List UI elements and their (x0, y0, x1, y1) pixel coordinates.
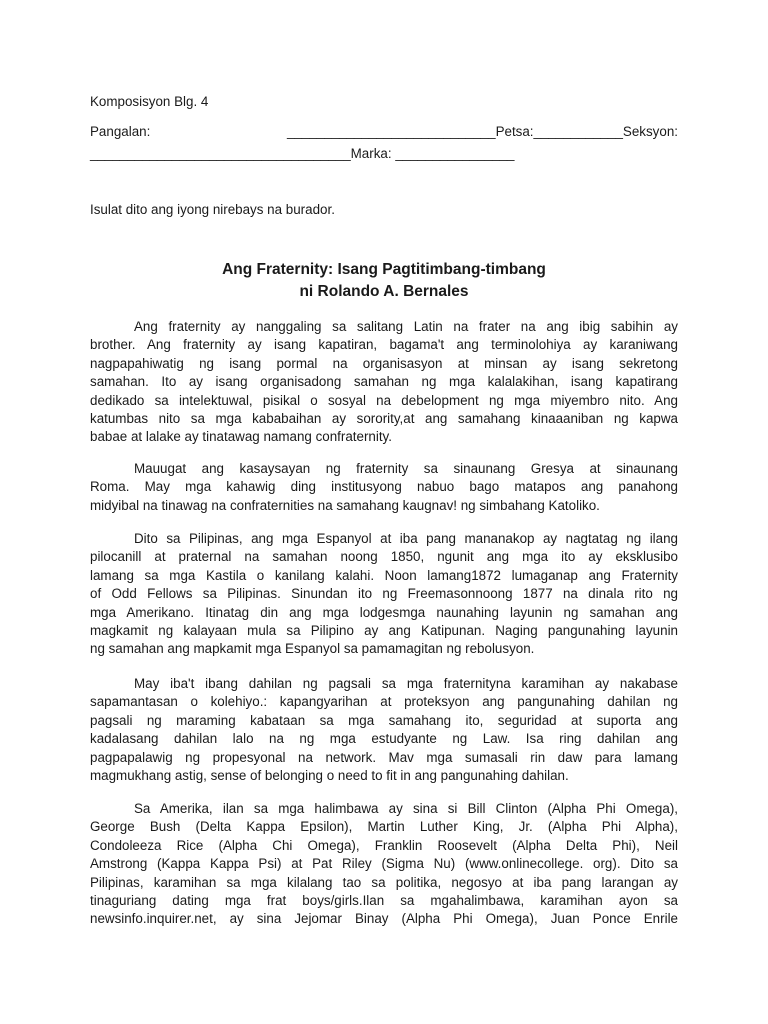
paragraph-line: Roma. May mga kahawig ding institusyong nabuo bago matapos ang panahong (90, 479, 678, 495)
paragraph-1 (90, 318, 678, 447)
composition-number: Komposisyon Blg. 4 (90, 94, 209, 109)
paragraph-line: tinaguriang dating mga frat boys/girls.Ilan sa mgahalimbawa, karamihan ayon sa (90, 892, 678, 908)
paragraph-line: katumbas nito sa mga kababaihan ay sorority,at ang samahang kinaaaniban ng kapwa (90, 410, 678, 426)
title-line-1: Ang Fraternity: Isang Pagtitimbang-timbang (222, 261, 546, 278)
marka-blank[interactable]: ________________ (395, 146, 515, 161)
paragraph-line: pagpapalawig ng propesyonal na network. Mav mga sumasali rin daw para lamang (90, 749, 678, 765)
paragraph-line: Condoleeza Rice (Alpha Chi Omega), Franklin Roosevelt (Alpha Delta Phi), Neil (90, 837, 678, 853)
paragraph-line: of Odd Fellows sa Pilipinas. Sinundan ito ng Freemasonnoong 1877 na dinala rito ng (90, 586, 678, 602)
instruction-text: Isulat dito ang iyong nirebays na burador. (90, 202, 335, 217)
paragraph-line: mga Amerikano. Itinatag din ang mga lodgesmga naunahing layunin ng samahan ang (90, 604, 678, 620)
paragraph-line: Dito sa Pilipinas, ang mga Espanyol at iba pang mananakop ay nagtatag ng ilang (134, 531, 678, 546)
paragraph-2 (90, 460, 678, 515)
paragraph-line: samahan. Ito ay isang organisadong samahan ng mga kalalakihan, isang kapatirang (90, 374, 678, 390)
paragraph-line: dedikado sa intelektuwal, pisikal o sosyal na debelopment ng mga miyembro nito. Ang (90, 392, 678, 408)
seksyon-blank[interactable]: ___________________________________ (90, 146, 351, 161)
marka-row (90, 145, 678, 163)
paragraph-line: Sa Amerika, ilan sa mga halimbawa ay sina si Bill Clinton (Alpha Phi Omega), (134, 801, 678, 816)
title-line-2: ni Rolando A. Bernales (299, 283, 469, 300)
paragraph-line: George Bush (Delta Kappa Epsilon), Martin Luther King, Jr. (Alpha Phi Alpha), (90, 819, 678, 835)
paragraph-4 (90, 675, 678, 785)
pangalan-petsa-seksyon-group (287, 123, 678, 141)
pangalan-label: Pangalan: (90, 124, 151, 139)
paragraph-line: Pilipinas, karamihan sa mga kilalang tao sa politika, negosyo at iba pang larangan ay (90, 874, 678, 890)
paragraph-line: newsinfo.inquirer.net, ay sina Jejomar Binay (Alpha Phi Omega), Juan Ponce Enrile (90, 911, 678, 927)
petsa-blank[interactable]: ____________ (533, 124, 623, 139)
paragraph-line: Ang fraternity ay nanggaling sa salitang Latin na frater na ang ibig sabihin ay (134, 319, 678, 334)
paragraph-line: May iba't ibang dahilan ng pagsali sa mga fraternityna karamihan ay nakabase (134, 676, 678, 691)
seksyon-label: Seksyon: (622, 124, 678, 139)
essay-title (90, 259, 678, 303)
paragraph-line: Mauugat ang kasaysayan ng fraternity sa sinaunang Gresya at sinaunang (134, 461, 678, 476)
pangalan-blank[interactable]: ____________________________ (287, 124, 496, 139)
petsa-label: Petsa: (495, 124, 534, 139)
paragraph-line: kadalasang dahilan lalo na ng mga estudyante ng Law. Isa ring dahilan ang (90, 731, 678, 747)
paragraph-line: Amstrong (Kappa Kappa Psi) at Pat Riley (Sigma Nu) (www.onlinecollege. org). Dito sa (90, 856, 678, 872)
paragraph-line: magkamit ng kalayaan mula sa Pilipino ay ang Katipunan. Naging pangunahing layunin (90, 622, 678, 638)
paragraph-line: ng samahan ang mapkamit mga Espanyol sa pamamagitan ng rebolusyon. (90, 641, 535, 657)
paragraph-line: lamang sa mga Kastila o kanilang kalahi. Noon lamang1872 lumaganap ang Fraternity (90, 567, 678, 583)
paragraph-3 (90, 530, 678, 659)
paragraph-line: pilocanill at praternal na samahan noong 1850, ngunit ang mga ito ay eksklusibo (90, 549, 678, 565)
paragraph-line: brother. Ang fraternity ay isang kapatiran, bagama't ang terminolohiya ay karaniwang (90, 337, 678, 353)
paragraph-line: babae at lalake ay tinatawag namang confraternity. (90, 429, 392, 445)
paragraph-line: nagpapahiwatig ng isang pormal na organisasyon at minsan ay isang sekretong (90, 355, 678, 371)
marka-label: Marka: (350, 146, 392, 161)
header-fields-row (90, 123, 678, 141)
paragraph-line: sapamantasan o kolehiyo.: kapangyarihan at proteksyon ang pangunahing dahilan ng (90, 694, 678, 710)
paragraph-5 (90, 800, 678, 929)
paragraph-line: pagsali ng maraming kabataan sa mga samahang ito, seguridad at suporta ang (90, 712, 678, 728)
paragraph-line: magmukhang astig, sense of belonging o need to fit in ang pangunahing dahilan. (90, 767, 569, 783)
paragraph-line: midyibal na tinawag na confraternities na samahang kaugnav! ng simbahang Katoliko. (90, 497, 600, 513)
